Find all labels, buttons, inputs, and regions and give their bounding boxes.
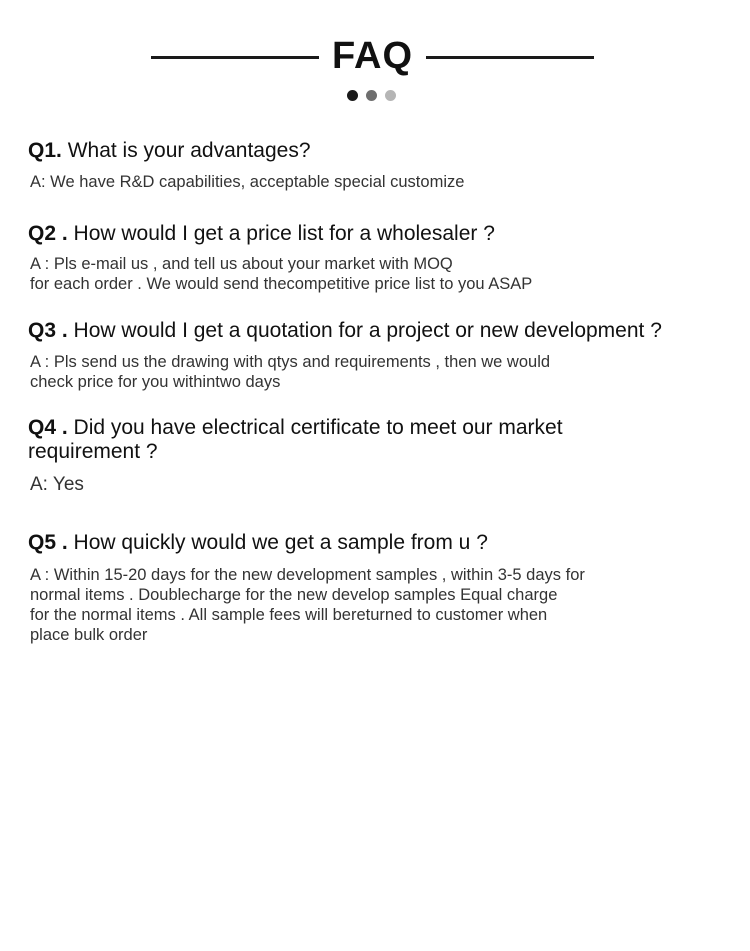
question-2: [28, 222, 738, 246]
answer-line: place bulk order: [30, 626, 148, 644]
question-number: Q4 .: [28, 416, 68, 439]
faq-header: [0, 30, 750, 86]
question-number: Q5 .: [28, 531, 68, 554]
faq-item-5: [28, 531, 738, 645]
answer-line: for the normal items . All sample fees will bereturned to customer when: [30, 606, 548, 624]
answer-line: check price for you withintwo days: [30, 373, 281, 391]
question-4: [28, 416, 628, 464]
answer-line: A : Pls e-mail us , and tell us about your market with MOQ: [30, 255, 453, 273]
question-number: Q2 .: [28, 222, 68, 245]
question-text: How would I get a quotation for a project or new development ?: [67, 319, 662, 342]
faq-item-1: [28, 139, 738, 192]
faq-item-4: [28, 416, 628, 496]
answer-line: A: We have R&D capabilities, acceptable special customize: [30, 173, 465, 191]
question-number: Q1.: [28, 139, 62, 162]
dot-light: [385, 90, 396, 101]
left-divider-line: [151, 56, 319, 59]
right-divider-line: [426, 56, 594, 59]
answer-line: A: Yes: [30, 474, 84, 495]
faq-item-3: [28, 319, 738, 392]
page-title: FAQ: [331, 35, 414, 77]
faq-item-2: [28, 222, 738, 294]
question-text: What is your advantages?: [61, 139, 311, 162]
answer-line: normal items . Doublecharge for the new develop samples Equal charge: [30, 586, 558, 604]
question-text: How quickly would we get a sample from u ?: [67, 531, 488, 554]
question-text: Did you have electrical certificate to meet our market requirement ?: [28, 416, 563, 463]
question-text: How would I get a price list for a wholesaler ?: [67, 222, 495, 245]
answer-line: for each order . We would send thecompetitive price list to you ASAP: [30, 275, 533, 293]
question-number: Q3 .: [28, 319, 68, 342]
question-1: [28, 139, 738, 163]
question-3: [28, 319, 738, 343]
answer-line: A : Pls send us the drawing with qtys and requirements , then we would: [30, 353, 551, 371]
dot-medium: [366, 90, 377, 101]
answer-line: A : Within 15-20 days for the new development samples , within 3-5 days for: [30, 566, 585, 584]
question-5: [28, 531, 738, 555]
dot-dark: [347, 90, 358, 101]
